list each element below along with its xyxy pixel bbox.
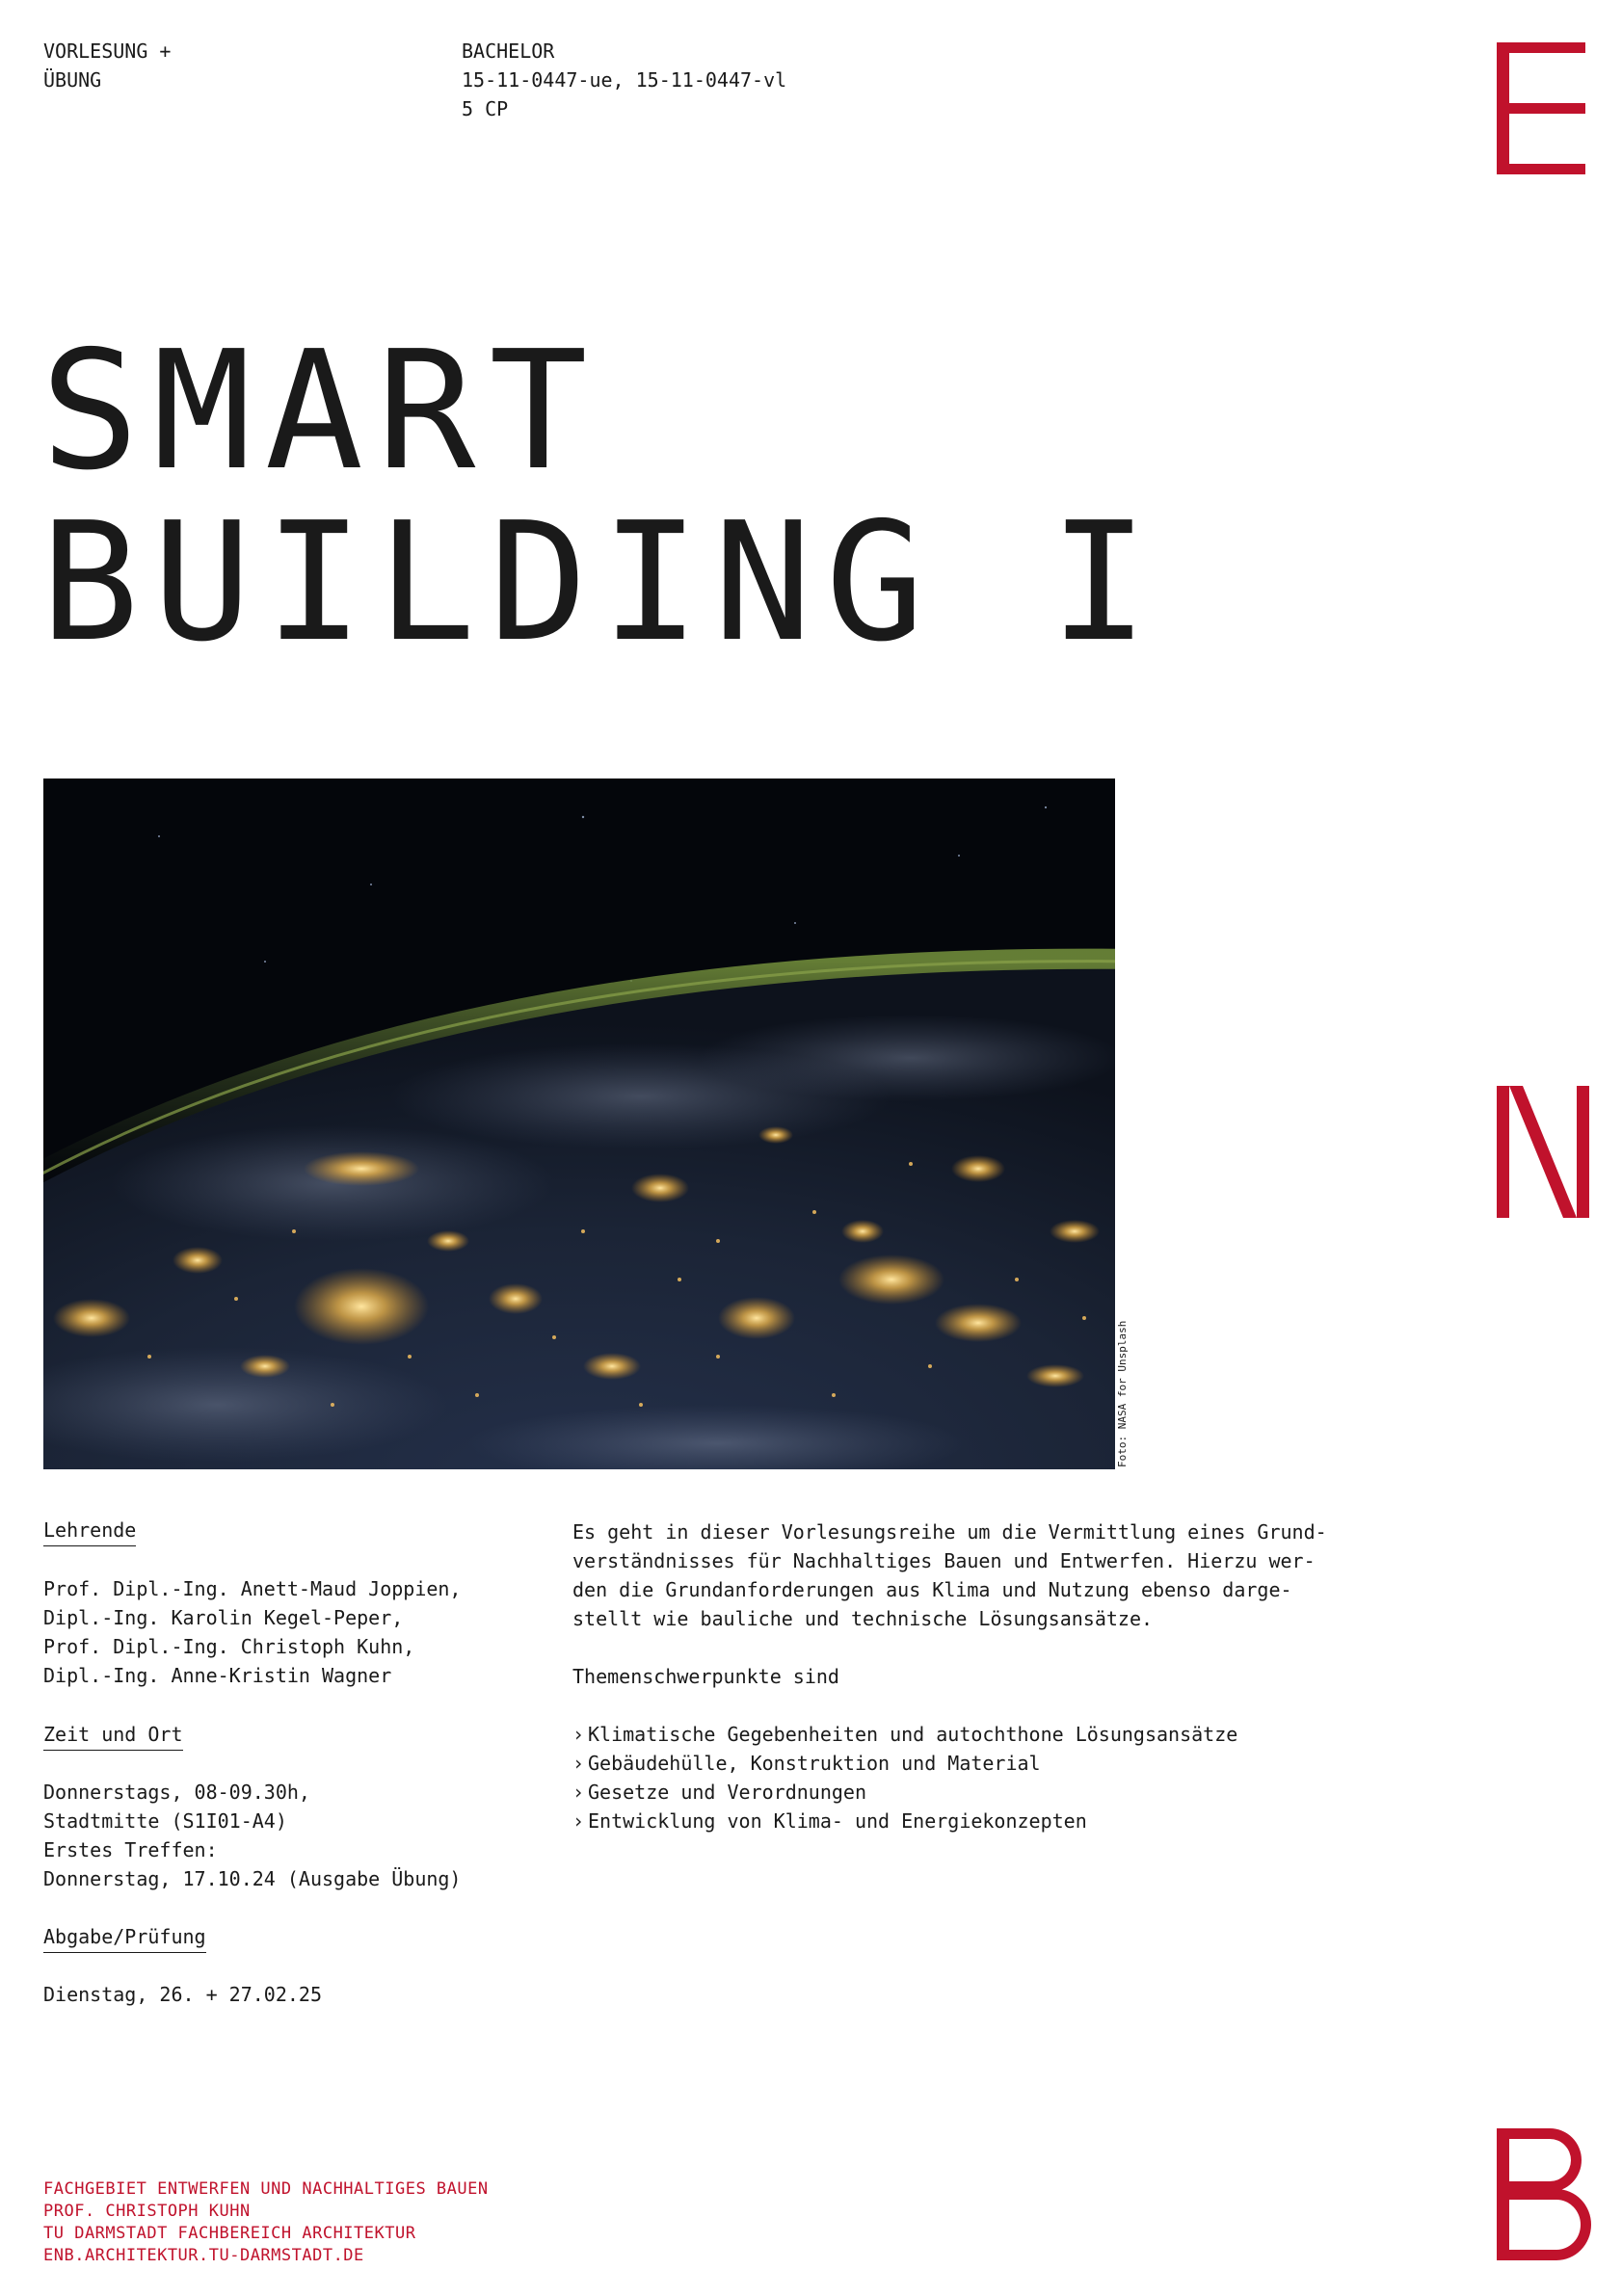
description-line: stellt wie bauliche und technische Lösungsansätze. <box>572 1607 1154 1630</box>
description-line: Es geht in dieser Vorlesungsreihe um die Vermittlung eines Grund- <box>572 1520 1327 1544</box>
topic-label: Gebäudehülle, Konstruktion und Material <box>588 1752 1041 1775</box>
photo-credit: Foto: NASA for Unsplash <box>1116 1320 1129 1467</box>
schedule-line: Donnerstags, 08-09.30h, <box>43 1781 310 1804</box>
exam-date: Dienstag, 26. + 27.02.25 <box>43 1983 322 2006</box>
list-item <box>572 1778 1237 1807</box>
topic-label: Entwicklung von Klima- und Energiekonzepten <box>588 1809 1087 1833</box>
description-line: den die Grundanforderungen aus Klima und Nutzung ebenso darge- <box>572 1578 1292 1601</box>
professor-name: PROF. CHRISTOPH KUHN <box>43 2202 251 2221</box>
earth-night-image <box>43 779 1115 1469</box>
list-item <box>572 1807 1237 1835</box>
zeit-ort-details <box>43 1778 461 1893</box>
lecturer-name: Dipl.-Ing. Anne-Kristin Wagner <box>43 1664 392 1687</box>
faculty-name: TU DARMSTADT FACHBEREICH ARCHITEKTUR <box>43 2224 416 2243</box>
zeit-ort-section <box>43 1720 183 1751</box>
department-name: FACHGEBIET ENTWERFEN UND NACHHALTIGES BAUEN <box>43 2179 489 2199</box>
themen-heading: Themenschwerpunkte sind <box>572 1665 839 1688</box>
program-info <box>462 37 786 123</box>
bullet-icon: › <box>572 1781 585 1804</box>
topic-label: Klimatische Gegebenheiten und autochthone Lösungsansätze <box>588 1723 1238 1746</box>
location-line: Stadtmitte (S1I01-A4) <box>43 1809 287 1833</box>
footer-address <box>43 2178 489 2267</box>
topic-label: Gesetze und Verordnungen <box>588 1781 866 1804</box>
logo-letter-e <box>1497 42 1585 174</box>
bullet-icon: › <box>572 1809 585 1833</box>
course-description <box>572 1517 1327 1633</box>
themen-list <box>572 1720 1237 1835</box>
abgabe-section <box>43 1922 206 1953</box>
lecturer-name: Prof. Dipl.-Ing. Christoph Kuhn, <box>43 1635 415 1658</box>
website-link[interactable]: ENB.ARCHITEKTUR.TU-DARMSTADT.DE <box>43 2246 364 2265</box>
abgabe-details <box>43 1980 322 2009</box>
logo-letter-b <box>1497 2128 1591 2260</box>
credit-points: 5 CP <box>462 97 509 120</box>
lehrende-heading: Lehrende <box>43 1517 136 1546</box>
list-item <box>572 1720 1237 1749</box>
abgabe-heading: Abgabe/Prüfung <box>43 1923 206 1953</box>
first-meeting-label: Erstes Treffen: <box>43 1838 218 1861</box>
program-level: BACHELOR <box>462 40 555 63</box>
list-item <box>572 1749 1237 1778</box>
zeit-ort-heading: Zeit und Ort <box>43 1721 183 1751</box>
lecturer-name: Dipl.-Ing. Karolin Kegel-Peper, <box>43 1606 404 1629</box>
bullet-icon: › <box>572 1752 585 1775</box>
title-line: BUILDING I <box>40 488 1162 678</box>
page-title <box>40 316 1162 678</box>
lehrende-section <box>43 1516 136 1546</box>
lecturer-name: Prof. Dipl.-Ing. Anett-Maud Joppien, <box>43 1577 462 1600</box>
course-type-line: VORLESUNG + <box>43 40 172 63</box>
title-line: SMART <box>40 316 601 507</box>
description-line: verständnisses für Nachhaltiges Bauen und Entwerfen. Hierzu wer- <box>572 1549 1316 1572</box>
bullet-icon: › <box>572 1723 585 1746</box>
first-meeting-date: Donnerstag, 17.10.24 (Ausgabe Übung) <box>43 1867 462 1890</box>
course-numbers: 15-11-0447-ue, 15-11-0447-vl <box>462 68 787 92</box>
logo-letter-n <box>1497 1086 1589 1218</box>
lehrende-list <box>43 1574 461 1690</box>
hero-photo <box>43 779 1115 1469</box>
course-type <box>43 37 171 94</box>
course-type-line: ÜBUNG <box>43 68 102 92</box>
